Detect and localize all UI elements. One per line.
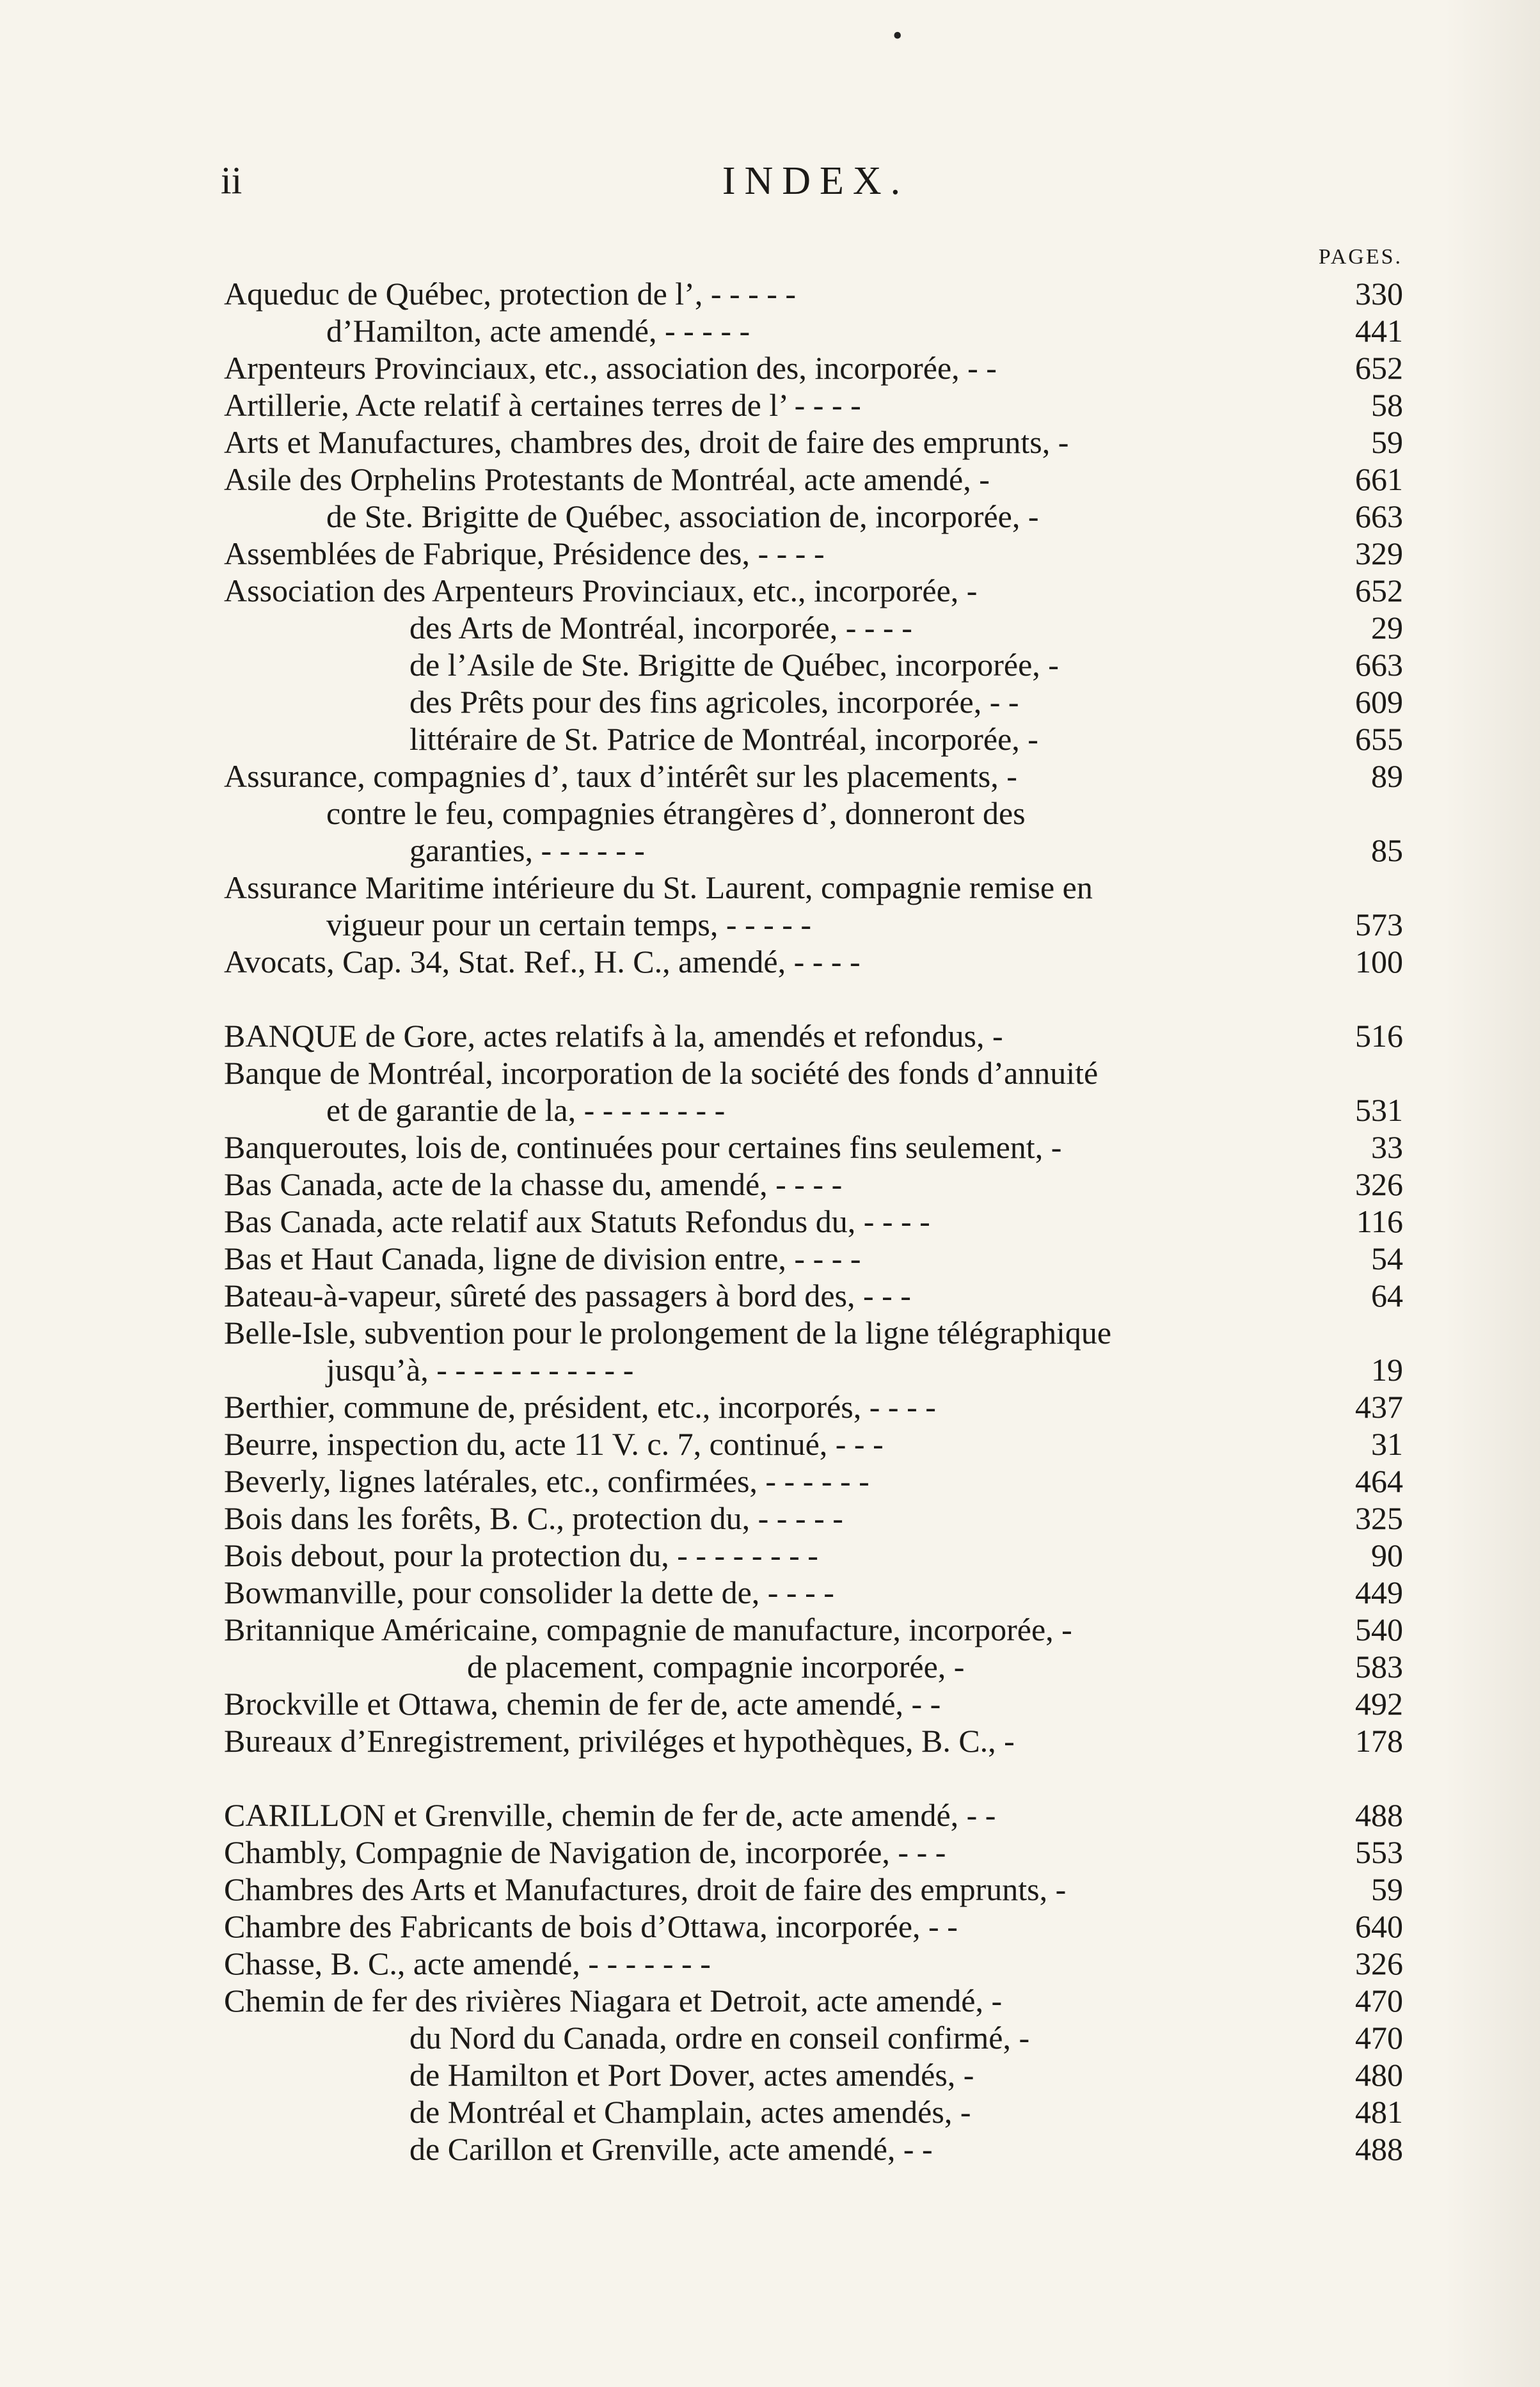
index-entry bbox=[224, 1871, 1403, 1908]
entry-text: vigueur pour un certain temps, - - - - - bbox=[326, 907, 812, 942]
pages-column-label: PAGES. bbox=[1318, 245, 1402, 269]
entry-text: Assurance, compagnies d’, taux d’intérêt sur les placements, - bbox=[224, 758, 1017, 794]
entry-text: Assurance Maritime intérieure du St. Laurent, compagnie remise en bbox=[224, 869, 1093, 905]
index-entry bbox=[224, 1722, 1403, 1759]
index-entry bbox=[224, 1611, 1403, 1648]
entry-text: Artillerie, Acte relatif à certaines terres de l’ - - - - bbox=[224, 387, 861, 423]
entry-text: Bas Canada, acte de la chasse du, amendé, - - - - bbox=[224, 1166, 843, 1202]
section-gap bbox=[224, 1759, 1403, 1796]
index-entry bbox=[224, 461, 1403, 498]
entry-page-number: 329 bbox=[1355, 535, 1403, 571]
index-entry bbox=[224, 498, 1403, 535]
entry-text: Chambre des Fabricants de bois d’Ottawa, incorporée, - - bbox=[224, 1908, 958, 1944]
index-entry bbox=[224, 1796, 1403, 1834]
entry-page-number: 661 bbox=[1355, 461, 1403, 497]
entry-page-number: 640 bbox=[1355, 1908, 1403, 1944]
entry-page-number: 325 bbox=[1355, 1500, 1403, 1536]
entry-text: du Nord du Canada, ordre en conseil confirmé, - bbox=[409, 2020, 1030, 2056]
index-entry bbox=[224, 943, 1403, 980]
entry-text: Banque de Montréal, incorporation de la société des fonds d’annuité bbox=[224, 1055, 1099, 1091]
index-entry bbox=[224, 832, 1403, 869]
entry-page-number: 449 bbox=[1355, 1574, 1403, 1610]
entry-text: des Arts de Montréal, incorporée, - - - - bbox=[409, 610, 912, 646]
index-entry bbox=[224, 2019, 1403, 2056]
index-entry bbox=[224, 1203, 1403, 1240]
entry-page-number: 59 bbox=[1371, 1871, 1403, 1907]
entry-text: Arts et Manufactures, chambres des, droit de faire des emprunts, - bbox=[224, 424, 1069, 460]
index-entry bbox=[224, 349, 1403, 386]
entry-text: Bois debout, pour la protection du, - - - - - - - - bbox=[224, 1537, 818, 1573]
entry-page-number: 326 bbox=[1355, 1166, 1403, 1202]
entry-text: Banqueroutes, lois de, continuées pour certaines fins seulement, - bbox=[224, 1129, 1062, 1165]
index-entry bbox=[224, 535, 1403, 572]
page-edge-shadow bbox=[1444, 0, 1540, 2387]
entry-page-number: 33 bbox=[1371, 1129, 1403, 1165]
entry-page-number: 19 bbox=[1371, 1352, 1403, 1388]
index-entry bbox=[224, 1351, 1403, 1388]
entry-text: et de garantie de la, - - - - - - - - bbox=[326, 1092, 726, 1128]
entry-page-number: 492 bbox=[1355, 1686, 1403, 1722]
index-entries bbox=[224, 275, 1403, 2168]
entry-text: Association des Arpenteurs Provinciaux, etc., incorporée, - bbox=[224, 573, 978, 608]
index-entry bbox=[224, 2093, 1403, 2130]
entry-text: jusqu’à, - - - - - - - - - - - bbox=[326, 1352, 634, 1388]
entry-text: de Ste. Brigitte de Québec, association de, incorporée, - bbox=[326, 498, 1039, 534]
entry-text: de Carillon et Grenville, acte amendé, - - bbox=[409, 2131, 933, 2167]
entry-page-number: 488 bbox=[1355, 1797, 1403, 1833]
entry-text: de Hamilton et Port Dover, actes amendés, - bbox=[409, 2057, 974, 2093]
entry-text: Belle-Isle, subvention pour le prolongement de la ligne télégraphique bbox=[224, 1315, 1112, 1351]
entry-page-number: 663 bbox=[1355, 498, 1403, 534]
entry-text: Bureaux d’Enregistrement, priviléges et hypothèques, B. C., - bbox=[224, 1723, 1015, 1759]
section-gap bbox=[224, 980, 1403, 1017]
entry-page-number: 516 bbox=[1355, 1018, 1403, 1054]
index-entry bbox=[224, 646, 1403, 683]
entry-text: Chasse, B. C., acte amendé, - - - - - - - bbox=[224, 1946, 711, 1981]
index-entry bbox=[224, 757, 1403, 795]
index-entry bbox=[224, 795, 1403, 832]
entry-text: contre le feu, compagnies étrangères d’, donneront des bbox=[326, 795, 1026, 831]
entry-page-number: 652 bbox=[1355, 573, 1403, 608]
index-entry bbox=[224, 906, 1403, 943]
ink-mark: • bbox=[893, 20, 903, 51]
entry-text: Aqueduc de Québec, protection de l’, - - - - - bbox=[224, 276, 797, 312]
entry-page-number: 663 bbox=[1355, 647, 1403, 683]
entry-text: des Prêts pour des fins agricoles, incorporée, - - bbox=[409, 684, 1019, 720]
index-entry bbox=[224, 572, 1403, 609]
entry-text: Chambres des Arts et Manufactures, droit de faire des emprunts, - bbox=[224, 1871, 1067, 1907]
entry-text: Chemin de fer des rivières Niagara et Detroit, acte amendé, - bbox=[224, 1983, 1003, 2018]
entry-page-number: 54 bbox=[1371, 1241, 1403, 1276]
index-entry bbox=[224, 1648, 1403, 1685]
index-entry bbox=[224, 1054, 1403, 1091]
page-title: INDEX. bbox=[722, 159, 910, 203]
index-entry bbox=[224, 312, 1403, 349]
entry-text: Beverly, lignes latérales, etc., confirmées, - - - - - - bbox=[224, 1463, 869, 1499]
index-entry bbox=[224, 1240, 1403, 1277]
entry-page-number: 481 bbox=[1355, 2094, 1403, 2130]
index-entry bbox=[224, 424, 1403, 461]
entry-text: Arpenteurs Provinciaux, etc., association des, incorporée, - - bbox=[224, 350, 997, 386]
index-entry bbox=[224, 1091, 1403, 1129]
page-header bbox=[221, 159, 1411, 210]
index-entry bbox=[224, 1834, 1403, 1871]
entry-text: Bas Canada, acte relatif aux Statuts Refondus du, - - - - bbox=[224, 1203, 930, 1239]
entry-page-number: 441 bbox=[1355, 313, 1403, 349]
entry-page-number: 531 bbox=[1355, 1092, 1403, 1128]
entry-page-number: 655 bbox=[1355, 721, 1403, 757]
entry-page-number: 58 bbox=[1371, 387, 1403, 423]
index-entry bbox=[224, 1463, 1403, 1500]
entry-text: de Montréal et Champlain, actes amendés, - bbox=[409, 2094, 971, 2130]
entry-page-number: 85 bbox=[1371, 832, 1403, 868]
index-entry bbox=[224, 1574, 1403, 1611]
entry-page-number: 326 bbox=[1355, 1946, 1403, 1981]
entry-text: Chambly, Compagnie de Navigation de, incorporée, - - - bbox=[224, 1834, 946, 1870]
entry-page-number: 573 bbox=[1355, 907, 1403, 942]
index-entry bbox=[224, 869, 1403, 906]
entry-text: de l’Asile de Ste. Brigitte de Québec, incorporée, - bbox=[409, 647, 1059, 683]
index-entry bbox=[224, 2130, 1403, 2168]
index-entry bbox=[224, 720, 1403, 757]
entry-page-number: 488 bbox=[1355, 2131, 1403, 2167]
entry-text: Berthier, commune de, président, etc., incorporés, - - - - bbox=[224, 1389, 936, 1425]
entry-page-number: 470 bbox=[1355, 2020, 1403, 2056]
entry-text: CARILLON et Grenville, chemin de fer de, acte amendé, - - bbox=[224, 1797, 996, 1833]
entry-page-number: 470 bbox=[1355, 1983, 1403, 2018]
entry-text: Brockville et Ottawa, chemin de fer de, acte amendé, - - bbox=[224, 1686, 941, 1722]
entry-text: garanties, - - - - - - bbox=[409, 832, 645, 868]
index-entry bbox=[224, 1945, 1403, 1982]
index-entry bbox=[224, 1500, 1403, 1537]
index-entry bbox=[224, 1166, 1403, 1203]
entry-page-number: 116 bbox=[1356, 1203, 1403, 1239]
entry-page-number: 90 bbox=[1371, 1537, 1403, 1573]
index-entry bbox=[224, 1425, 1403, 1463]
entry-page-number: 437 bbox=[1355, 1389, 1403, 1425]
entry-page-number: 64 bbox=[1371, 1278, 1403, 1313]
entry-page-number: 59 bbox=[1371, 424, 1403, 460]
entry-text: BANQUE de Gore, actes relatifs à la, amendés et refondus, - bbox=[224, 1018, 1003, 1054]
entry-text: Bas et Haut Canada, ligne de division entre, - - - - bbox=[224, 1241, 861, 1276]
entry-page-number: 89 bbox=[1371, 758, 1403, 794]
entry-page-number: 609 bbox=[1355, 684, 1403, 720]
entry-text: Avocats, Cap. 34, Stat. Ref., H. C., amendé, - - - - bbox=[224, 944, 861, 979]
index-entry bbox=[224, 683, 1403, 720]
entry-text: d’Hamilton, acte amendé, - - - - - bbox=[326, 313, 750, 349]
index-entry bbox=[224, 1537, 1403, 1574]
entry-page-number: 31 bbox=[1371, 1426, 1403, 1462]
entry-page-number: 330 bbox=[1355, 276, 1403, 312]
index-entry bbox=[224, 2056, 1403, 2093]
index-entry bbox=[224, 1685, 1403, 1722]
index-entry bbox=[224, 1017, 1403, 1054]
index-entry bbox=[224, 1908, 1403, 1945]
entry-page-number: 29 bbox=[1371, 610, 1403, 646]
entry-text: littéraire de St. Patrice de Montréal, incorporée, - bbox=[409, 721, 1038, 757]
index-entry bbox=[224, 1314, 1403, 1351]
index-entry bbox=[224, 275, 1403, 312]
entry-text: Britannique Américaine, compagnie de manufacture, incorporée, - bbox=[224, 1612, 1072, 1647]
entry-text: Assemblées de Fabrique, Présidence des, - - - - bbox=[224, 535, 825, 571]
entry-page-number: 652 bbox=[1355, 350, 1403, 386]
index-entry bbox=[224, 609, 1403, 646]
index-entry bbox=[224, 1277, 1403, 1314]
entry-text: Bois dans les forêts, B. C., protection du, - - - - - bbox=[224, 1500, 843, 1536]
entry-text: Beurre, inspection du, acte 11 V. c. 7, continué, - - - bbox=[224, 1426, 884, 1462]
index-entry bbox=[224, 1388, 1403, 1425]
entry-text: de placement, compagnie incorporée, - bbox=[467, 1649, 965, 1685]
index-entry bbox=[224, 386, 1403, 424]
entry-page-number: 480 bbox=[1355, 2057, 1403, 2093]
entry-page-number: 464 bbox=[1355, 1463, 1403, 1499]
entry-text: Asile des Orphelins Protestants de Montréal, acte amendé, - bbox=[224, 461, 990, 497]
index-entry bbox=[224, 1129, 1403, 1166]
entry-page-number: 178 bbox=[1355, 1723, 1403, 1759]
entry-page-number: 540 bbox=[1355, 1612, 1403, 1647]
entry-page-number: 583 bbox=[1355, 1649, 1403, 1685]
entry-text: Bateau-à-vapeur, sûreté des passagers à bord des, - - - bbox=[224, 1278, 911, 1313]
entry-page-number: 553 bbox=[1355, 1834, 1403, 1870]
entry-text: Bowmanville, pour consolider la dette de, - - - - bbox=[224, 1574, 834, 1610]
index-entry bbox=[224, 1982, 1403, 2019]
entry-page-number: 100 bbox=[1355, 944, 1403, 979]
page-number: ii bbox=[221, 159, 242, 202]
